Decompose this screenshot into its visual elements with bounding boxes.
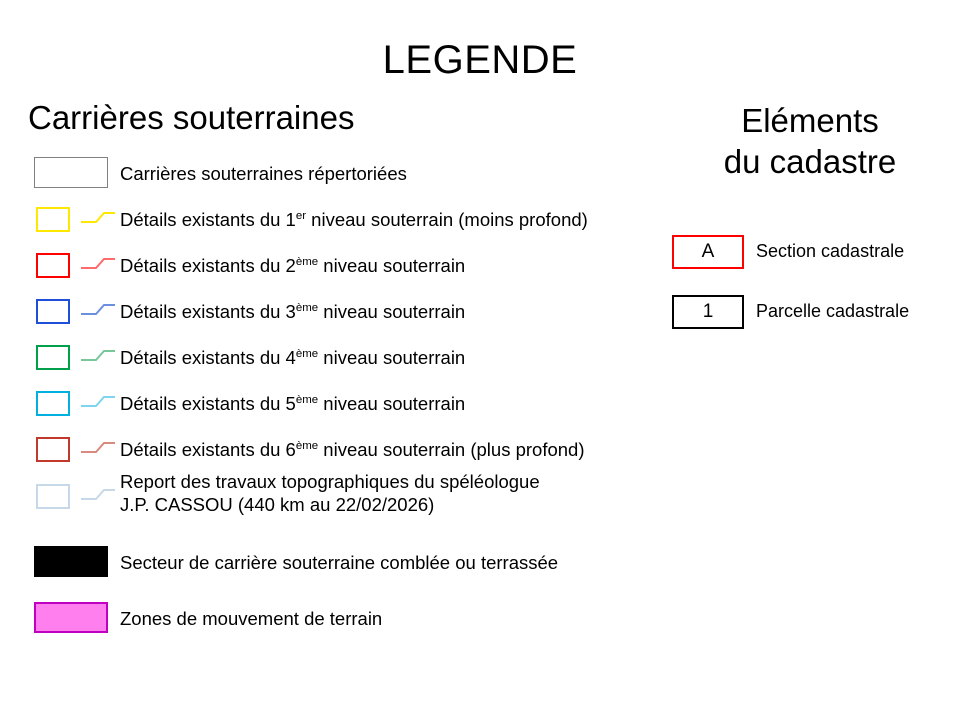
swatch-niveau-3	[36, 299, 70, 324]
legend-label-post: niveau souterrain	[318, 346, 466, 368]
legend-label-pre: Détails existants du 5	[120, 392, 296, 414]
legend-label-pre: Détails existants du 2	[120, 254, 296, 276]
legend-label-sup: ème	[295, 393, 319, 406]
legend-label-pre: Détails existants du 3	[120, 300, 296, 322]
symbol-cell	[28, 199, 120, 239]
legend-item-label	[120, 300, 465, 323]
legend-item	[28, 196, 668, 242]
legend-item-label	[120, 208, 588, 231]
connector-icon	[80, 347, 116, 365]
legend-label-pre: Détails existants du 1	[120, 208, 296, 230]
legend-item-label	[120, 438, 585, 461]
legend-item	[28, 426, 668, 472]
left-column-heading: Carrières souterraines	[28, 99, 355, 136]
legend-item	[28, 472, 668, 534]
right-column	[660, 100, 960, 329]
legend-item	[28, 590, 668, 646]
connector-icon	[80, 439, 116, 457]
legend-label-sup: ème	[295, 439, 319, 452]
legend-item	[28, 150, 668, 196]
legend-label-pre: Détails existants du 6	[120, 438, 296, 460]
connector-icon	[80, 255, 116, 273]
connector-icon	[80, 301, 116, 319]
symbol-cell	[28, 429, 120, 469]
symbol-cell	[28, 291, 120, 331]
legend-item	[28, 380, 668, 426]
legend-item-label	[120, 470, 540, 516]
cadastre-item	[672, 235, 960, 269]
swatch-zones-mouvement	[34, 602, 108, 633]
legend-label-line1: Report des travaux topographiques du spéléologue	[120, 471, 540, 493]
connector-icon	[80, 209, 116, 227]
right-heading-line1: Eléments	[741, 102, 879, 139]
legend-item-label: Secteur de carrière souterraine comblée ou terrassée	[120, 551, 559, 573]
swatch-parcelle-cadastrale: 1	[672, 295, 744, 329]
legend-label-sup: ème	[295, 301, 319, 314]
cadastre-item-label: Section cadastrale	[756, 241, 905, 261]
legend-label-sup: ème	[295, 255, 319, 268]
legend-label-post: niveau souterrain	[318, 300, 466, 322]
swatch-secteur-comble	[34, 546, 108, 577]
swatch-report-topographique	[36, 484, 70, 509]
symbol-cell	[28, 542, 120, 582]
legend-label-post: niveau souterrain (plus profond)	[318, 438, 585, 460]
swatch-niveau-4	[36, 345, 70, 370]
symbol-cell	[28, 153, 120, 193]
legend-item-label: Carrières souterraines répertoriées	[120, 162, 407, 184]
legend-item	[28, 242, 668, 288]
symbol-cell	[28, 245, 120, 285]
cadastre-item	[672, 295, 960, 329]
legend-label-post: niveau souterrain	[318, 254, 466, 276]
swatch-carrieres-repertoriees	[34, 157, 108, 188]
swatch-niveau-6	[36, 437, 70, 462]
legend-label-sup: ème	[295, 347, 319, 360]
swatch-section-cadastrale: A	[672, 235, 744, 269]
legend-label-sup: er	[295, 209, 307, 222]
legend-item-label: Zones de mouvement de terrain	[120, 607, 383, 629]
symbol-cell	[28, 383, 120, 423]
right-column-heading	[660, 100, 960, 183]
swatch-niveau-2	[36, 253, 70, 278]
symbol-cell	[28, 598, 120, 638]
symbol-cell	[28, 476, 120, 516]
left-column	[28, 100, 668, 646]
legend-item-label	[120, 392, 465, 415]
swatch-niveau-1	[36, 207, 70, 232]
legend-label-post: niveau souterrain (moins profond)	[306, 208, 588, 230]
legend-item-label	[120, 254, 465, 277]
right-heading-line2: du cadastre	[723, 143, 897, 181]
legend-label-pre: Détails existants du 4	[120, 346, 296, 368]
legend-label-line2: J.P. CASSOU (440 km au 22/02/2026)	[120, 494, 435, 516]
page-title: LEGENDE	[382, 38, 578, 82]
legend-item	[28, 288, 668, 334]
cadastre-item-label: Parcelle cadastrale	[756, 301, 910, 321]
legend-label-post: niveau souterrain	[318, 392, 466, 414]
connector-icon	[80, 486, 116, 504]
swatch-niveau-5	[36, 391, 70, 416]
legend-item-label	[120, 346, 465, 369]
connector-icon	[80, 393, 116, 411]
legend-item	[28, 534, 668, 590]
symbol-cell	[28, 337, 120, 377]
legend-item	[28, 334, 668, 380]
